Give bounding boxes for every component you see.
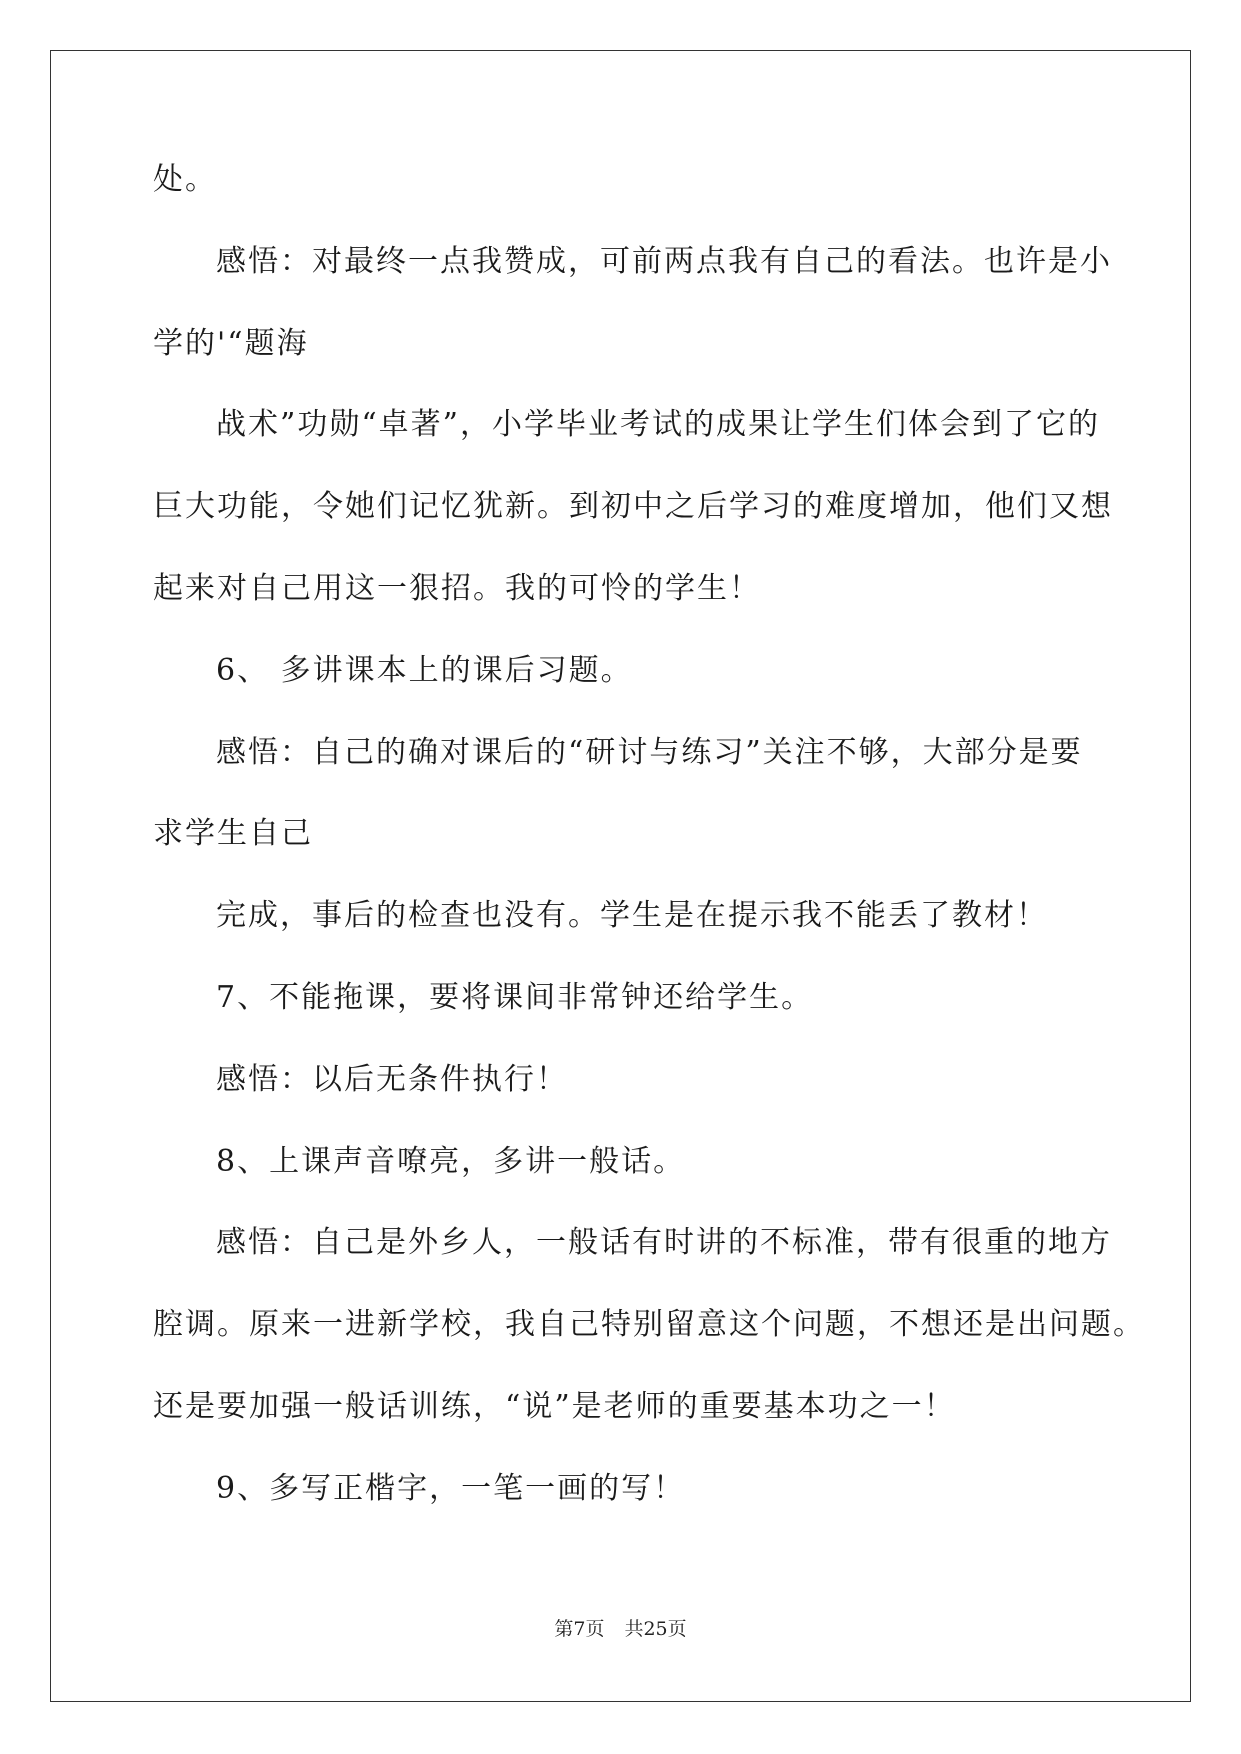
total-page-count: 共25页 xyxy=(624,1618,687,1640)
current-page-number: 第7页 xyxy=(554,1618,605,1640)
document-body xyxy=(153,160,1145,1551)
paragraph-16: 还是要加强一般话训练，“说”是老师的重要基本功之一！ xyxy=(153,1388,956,1424)
paragraph-6: 起来对自己用这一狠招。我的可怜的学生！ xyxy=(153,570,761,606)
paragraph-14: 感悟：自己是外乡人，一般话有时讲的不标准，带有很重的地方 xyxy=(216,1225,1112,1261)
paragraph-8: 感悟：自己的确对课后的“研讨与练习”关注不够，大部分是要 xyxy=(216,734,1083,770)
paragraph-17: 9、多写正楷字，一笔一画的写！ xyxy=(216,1470,686,1506)
paragraph-5: 巨大功能，令她们记忆犹新。到初中之后学习的难度增加，他们又想 xyxy=(153,489,1113,525)
paragraph-4: 战术”功勋“卓著”，小学毕业考试的成果让学生们体会到了它的 xyxy=(216,407,1101,443)
paragraph-13: 8、上课声音嘹亮，多讲一般话。 xyxy=(216,1143,686,1179)
paragraph-2: 感悟：对最终一点我赞成，可前两点我有自己的看法。也许是小 xyxy=(216,243,1112,279)
paragraph-12: 感悟：以后无条件执行！ xyxy=(216,1061,568,1097)
paragraph-7: 6、 多讲课本上的课后习题。 xyxy=(216,652,633,688)
paragraph-3: 学的'“题海 xyxy=(153,325,309,361)
page-footer xyxy=(0,1617,1241,1641)
paragraph-10: 完成，事后的检查也没有。学生是在提示我不能丢了教材！ xyxy=(216,898,1048,934)
paragraph-1: 处。 xyxy=(153,162,217,197)
paragraph-9: 求学生自己 xyxy=(153,816,313,852)
paragraph-11: 7、不能拖课，要将课间非常钟还给学生。 xyxy=(216,979,814,1015)
paragraph-15: 腔调。原来一进新学校，我自己特别留意这个问题，不想还是出问题。 xyxy=(153,1307,1145,1343)
